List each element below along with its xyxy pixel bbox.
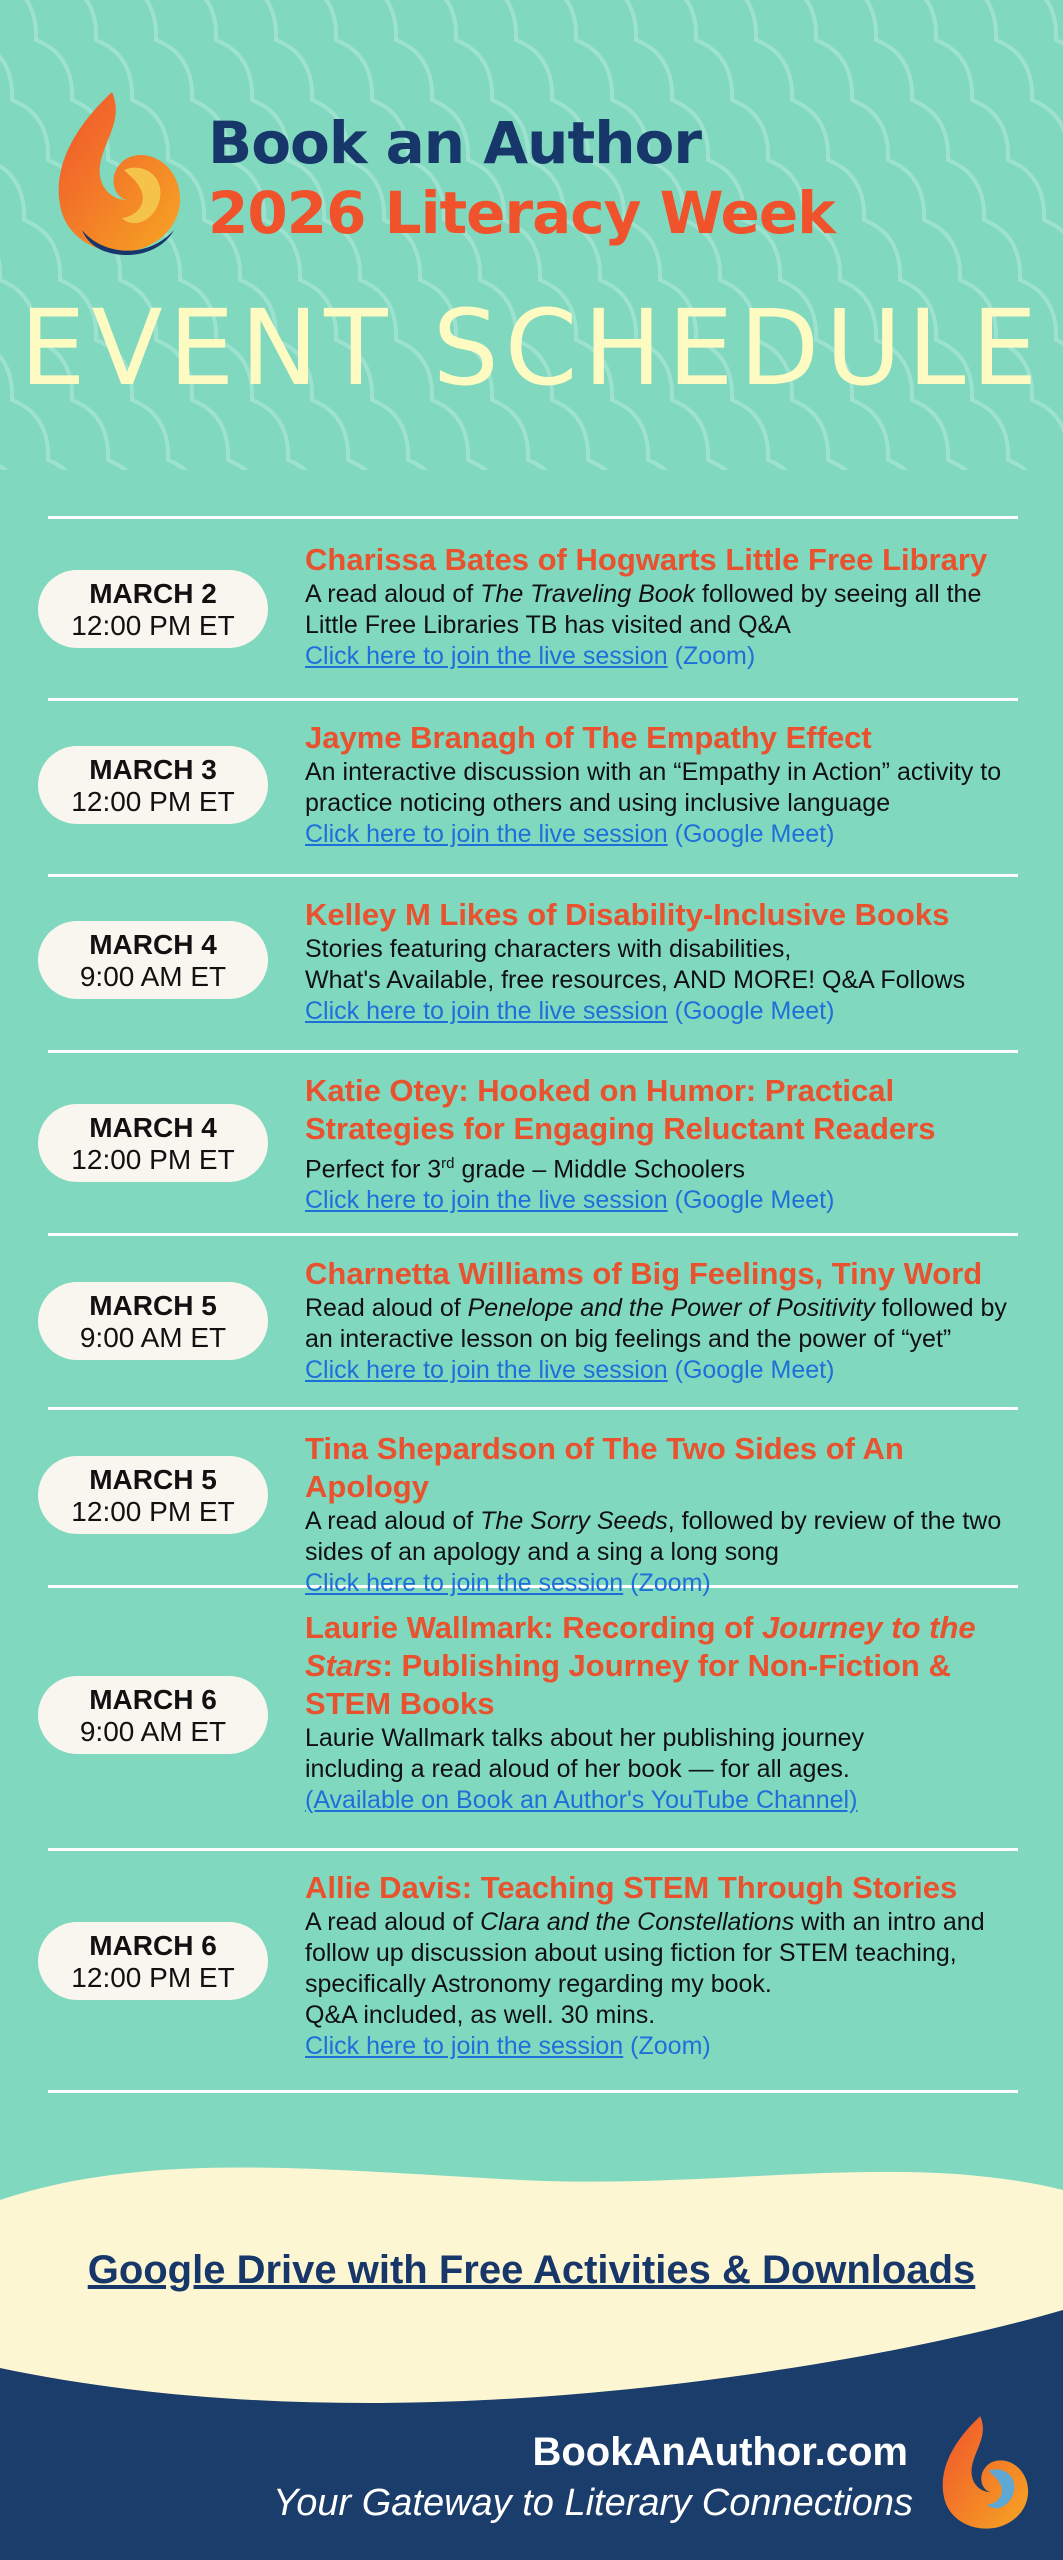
event-time: 12:00 PM ET [71, 610, 235, 641]
event-description: Stories featuring characters with disabilities, What's Available, free resources, AND MORE! Q&A Follows [305, 935, 966, 994]
divider [48, 1050, 1018, 1053]
event-date: MARCH 4 [89, 1112, 217, 1143]
event-date: MARCH 6 [89, 1930, 217, 1961]
book-title: The Sorry Seeds [480, 1507, 668, 1535]
event-description: An interactive discussion with an “Empathy in Action” activity to practice noticing others and using inclusive language [305, 758, 1002, 817]
website-name: BookAnAuthor.com [532, 2430, 908, 2474]
date-badge [38, 746, 268, 824]
event-details [305, 896, 1025, 1027]
event-time: 12:00 PM ET [71, 1496, 235, 1527]
book-title: Clara and the Constellations [480, 1908, 795, 1936]
event-description: Read aloud of Penelope and the Power of Positivity followed by an interactive lesson on big feelings and the power of “yet” [305, 1294, 1007, 1353]
event-title: Laurie Wallmark: Recording of Journey to the Stars: Publishing Journey for Non-Fiction & STEM Books [305, 1610, 976, 1721]
divider [48, 1233, 1018, 1236]
platform-label: (Google Meet) [674, 997, 835, 1025]
flame-logo-icon [52, 90, 187, 260]
divider [48, 2090, 1018, 2093]
youtube-channel-link[interactable]: (Available on Book an Author's YouTube Channel) [305, 1786, 858, 1814]
event-title: Tina Shepardson of The Two Sides of An Apology [305, 1431, 904, 1504]
event-date: MARCH 6 [89, 1684, 217, 1715]
event-description: Perfect for 3rd grade – Middle Schoolers [305, 1155, 745, 1184]
event-title: Charnetta Williams of Big Feelings, Tiny Word [305, 1256, 983, 1291]
date-badge [38, 1676, 268, 1754]
event-title: Allie Davis: Teaching STEM Through Stories [305, 1870, 958, 1905]
event-date: MARCH 2 [89, 578, 217, 609]
join-session-link[interactable]: Click here to join the session [305, 2032, 624, 2060]
divider [48, 516, 1018, 519]
date-badge [38, 1282, 268, 1360]
join-session-link[interactable]: Click here to join the live session [305, 1186, 668, 1215]
date-badge [38, 570, 268, 648]
date-badge [38, 1922, 268, 2000]
platform-label: (Google Meet) [674, 1186, 835, 1215]
platform-label: (Zoom) [630, 1569, 711, 1597]
event-details [305, 1869, 1025, 2062]
google-drive-link[interactable]: Google Drive with Free Activities & Downloads [87, 2248, 976, 2292]
book-title: The Traveling Book [480, 580, 696, 608]
event-details [305, 1609, 1025, 1816]
flame-logo-icon [938, 2412, 1033, 2537]
join-session-link[interactable]: Click here to join the live session [305, 820, 668, 848]
platform-label: (Google Meet) [674, 820, 835, 848]
divider [48, 1848, 1018, 1851]
event-date: MARCH 4 [89, 929, 217, 960]
event-date: MARCH 5 [89, 1464, 217, 1495]
divider [48, 698, 1018, 701]
join-session-link[interactable]: Click here to join the live session [305, 997, 668, 1025]
event-title: Jayme Branagh of The Empathy Effect [305, 720, 872, 755]
brand-title: Book an Author [208, 109, 701, 177]
event-details [305, 1072, 1025, 1216]
divider [48, 1407, 1018, 1410]
tagline: Your Gateway to Literary Connections [272, 2482, 913, 2524]
event-time: 9:00 AM ET [79, 1716, 227, 1747]
book-title: Journey to the Stars [305, 1610, 976, 1683]
platform-label: (Google Meet) [674, 1356, 835, 1384]
event-description: A read aloud of The Sorry Seeds, followed by review of the two sides of an apology and a sing a long song [305, 1507, 1002, 1566]
event-details [305, 719, 1025, 850]
date-badge [38, 921, 268, 999]
date-badge [38, 1456, 268, 1534]
event-time: 12:00 PM ET [71, 786, 235, 817]
event-details [305, 1430, 1025, 1599]
book-title: Penelope and the Power of Positivity [467, 1294, 875, 1322]
header [0, 0, 1063, 470]
event-title: Kelley M Likes of Disability-Inclusive Books [305, 897, 950, 932]
platform-label: (Zoom) [674, 642, 756, 670]
event-description: A read aloud of The Traveling Book followed by seeing all the Little Free Libraries TB has visited and Q&A [305, 580, 982, 639]
brand-subtitle: 2026 Literacy Week [208, 179, 835, 247]
event-description: A read aloud of Clara and the Constellations with an intro and follow up discussion about using fiction for STEM teaching, specifically Astronomy regarding my book. Q&A included, as well. 30 mins. [305, 1908, 985, 2029]
platform-label: (Zoom) [630, 2032, 711, 2060]
event-description: Laurie Wallmark talks about her publishing journey including a read aloud of her book — for all ages. [305, 1724, 865, 1783]
event-time: 12:00 PM ET [71, 1962, 235, 1993]
join-session-link[interactable]: Click here to join the live session [305, 642, 668, 670]
event-time: 12:00 PM ET [71, 1144, 235, 1175]
event-date: MARCH 5 [89, 1290, 217, 1321]
event-title: Charissa Bates of Hogwarts Little Free Library [305, 542, 988, 577]
event-title: Katie Otey: Hooked on Humor: Practical Strategies for Engaging Reluctant Readers [305, 1073, 936, 1146]
join-session-link[interactable]: Click here to join the live session [305, 1356, 668, 1384]
join-session-link[interactable]: Click here to join the session [305, 1569, 624, 1597]
event-details [305, 541, 1025, 672]
event-date: MARCH 3 [89, 754, 217, 785]
page-title: EVENT SCHEDULE [19, 287, 1044, 409]
divider [48, 874, 1018, 877]
event-time: 9:00 AM ET [79, 1322, 227, 1353]
event-details [305, 1255, 1025, 1386]
date-badge [38, 1104, 268, 1182]
event-time: 9:00 AM ET [79, 961, 227, 992]
